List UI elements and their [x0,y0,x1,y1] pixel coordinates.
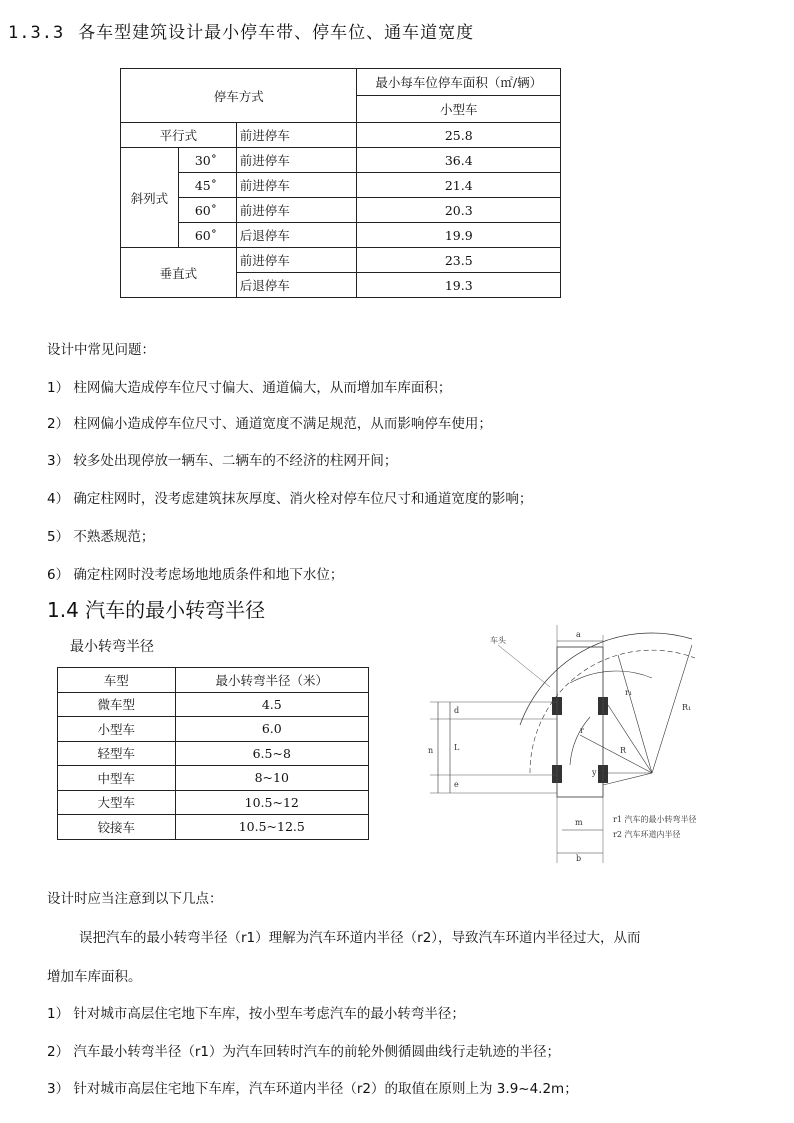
notes-title: 设计时应当注意到以下几点： [47,891,223,907]
value-cell: 20.3 [357,198,561,223]
method-cell: 前进停车 [236,248,357,273]
value-cell: 25.8 [357,123,561,148]
radius-cell: 10.5~12.5 [175,815,368,840]
type-cell: 小型车 [58,717,176,742]
angle-cell: 60˚ [178,198,236,223]
table-row [58,741,369,766]
angle-cell: 30˚ [178,148,236,173]
table-row [58,692,369,717]
table-row [121,173,561,198]
table-row [121,198,561,223]
type-cell: 铰接车 [58,815,176,840]
table-row [58,790,369,815]
method-cell: 前进停车 [236,198,357,223]
label-a: a [576,630,581,639]
type-cell: 微车型 [58,692,176,717]
section-heading-1-4: 1.4 汽车的最小转弯半径 [47,598,266,622]
type-cell: 大型车 [58,790,176,815]
problem-item: 1） 柱网偏大造成停车位尺寸偏大、通道偏大，从而增加车库面积； [47,380,452,396]
group-cell: 垂直式 [121,248,237,298]
type-cell: 轻型车 [58,741,176,766]
group-cell: 平行式 [121,123,237,148]
table-row [121,123,561,148]
label-b: b [576,854,582,863]
value-cell: 23.5 [357,248,561,273]
subsection-title: 最小转弯半径 [70,639,154,655]
legend-r1: r1 汽车的最小转弯半径 [613,815,697,824]
problem-item: 3） 较多处出现停放一辆车、二辆车的不经济的柱网开间； [47,453,398,469]
angle-cell: 45˚ [178,173,236,198]
table-row [121,148,561,173]
radius-cell: 6.0 [175,717,368,742]
turning-radius-table [57,667,369,840]
label-e: e [454,780,459,789]
problem-item: 4） 确定柱网时，没考虑建筑抹灰厚度、消火栓对停车位尺寸和通道宽度的影响； [47,491,533,507]
label-R: R [620,746,627,755]
label-y: y [592,768,597,777]
method-cell: 后退停车 [236,223,357,248]
table-row [58,766,369,791]
group-cell: 斜列式 [121,148,179,248]
method-cell: 后退停车 [236,273,357,298]
radius-cell: 10.5~12 [175,790,368,815]
label-n: n [428,746,434,755]
radius-cell: 4.5 [175,692,368,717]
parking-area-table [120,68,561,298]
method-cell: 前进停车 [236,173,357,198]
label-r: r [580,726,584,735]
note-item: 3） 针对城市高层住宅地下车库，汽车环道内半径（r2）的取值在原则上为 3.9~4.2m； [47,1081,578,1097]
inner-arc [570,671,652,683]
value-cell: 21.4 [357,173,561,198]
table-row [58,717,369,742]
header-min-area: 最小每车位停车面积（㎡/辆） [357,69,561,96]
problem-item: 5） 不熟悉规范； [47,529,155,545]
problems-title: 设计中常见问题： [47,342,155,358]
value-cell: 19.9 [357,223,561,248]
label-r1: r₁ [625,688,633,697]
radius-cell: 8~10 [175,766,368,791]
header-min-radius: 最小转弯半径（米） [175,668,368,693]
section-number: 1.3.3 [8,23,65,43]
header-car-type: 车型 [58,668,176,693]
label-m: m [575,818,583,827]
notes-paragraph-line1: 误把汽车的最小转弯半径（r1）理解为汽车环道内半径（r2），导致汽车环道内半径过大，从而 [79,930,641,946]
notes-paragraph-line2: 增加车库面积。 [47,969,142,985]
table-row [58,815,369,840]
method-cell: 前进停车 [236,148,357,173]
legend-r2: r2 汽车环道内半径 [613,830,681,839]
problem-item: 6） 确定柱网时没考虑场地地质条件和地下水位； [47,567,344,583]
turning-radius-diagram [420,625,720,865]
method-cell: 前进停车 [236,123,357,148]
label-d: d [454,706,460,715]
note-item: 2） 汽车最小转弯半径（r1）为汽车回转时汽车的前轮外侧循圆曲线行走轨迹的半径； [47,1044,561,1060]
note-item: 1） 针对城市高层住宅地下车库，按小型车考虑汽车的最小转弯半径； [47,1006,465,1022]
label-r2: R₁ [682,703,692,712]
section-title: 各车型建筑设计最小停车带、停车位、通车道宽度 [78,23,475,43]
label-L: L [454,743,460,752]
angle-cell: 60˚ [178,223,236,248]
table-row [121,223,561,248]
header-small-car: 小型车 [357,96,561,123]
header-parking-mode: 停车方式 [121,69,357,123]
table-row [121,248,561,273]
section-heading-1-3-3 [8,18,474,43]
radius-cell: 6.5~8 [175,741,368,766]
value-cell: 19.3 [357,273,561,298]
problem-item: 2） 柱网偏小造成停车位尺寸、通道宽度不满足规范，从而影响停车使用； [47,416,492,432]
type-cell: 中型车 [58,766,176,791]
label-head: 车头 [490,636,506,645]
value-cell: 36.4 [357,148,561,173]
